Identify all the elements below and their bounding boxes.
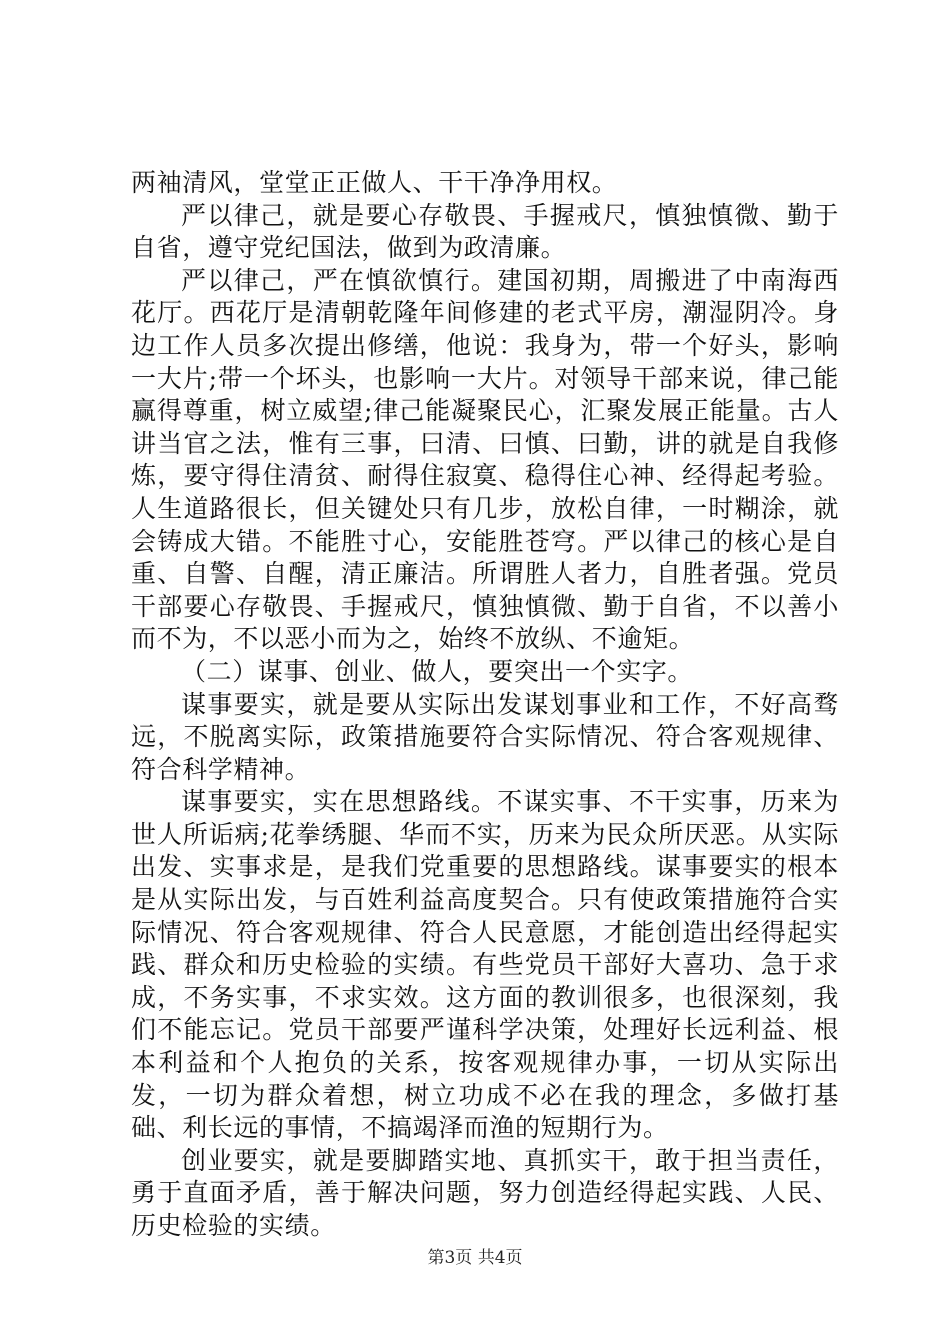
paragraph-planning-definition: 谋事要实，就是要从实际出发谋划事业和工作，不好高骛远，不脱离实际，政策措施要符合实际情况、符合客观规律、符合科学精神。 xyxy=(131,689,839,784)
section-heading-practical: （二）谋事、创业、做人，要突出一个实字。 xyxy=(181,656,694,686)
paragraph-self-discipline-detail: 严以律己，严在慎欲慎行。建国初期，周搬进了中南海西花厅。西花厅是清朝乾隆年间修建的老式平房，潮湿阴冷。身边工作人员多次提出修缮，他说：我身为，带一个好头，影响一大片;带一个坏头，也影响一大片。对领导干部来说，律己能赢得尊重，树立威望;律己能凝聚民心，汇聚发展正能量。古人讲当官之法，惟有三事，曰清、曰慎、曰勤，讲的就是自我修炼，要守得住清贫、耐得住寂寞、稳得住心神、经得起考验。人生道路很长，但关键处只有几步，放松自律，一时糊涂，就会铸成大错。不能胜寸心，安能胜苍穹。严以律己的核心是自重、自警、自醒，清正廉洁。所谓胜人者力，自胜者强。党员干部要心存敬畏、手握戒尺，慎独慎微、勤于自省，不以善小而不为，不以恶小而为之，始终不放纵、不逾矩。 xyxy=(131,265,839,654)
paragraph-self-discipline-definition: 严以律己，就是要心存敬畏、手握戒尺，慎独慎微、勤于自省，遵守党纪国法，做到为政清廉。 xyxy=(131,200,839,263)
paragraph-continued: 两袖清风，堂堂正正做人、干干净净用权。 xyxy=(131,168,618,197)
body-text xyxy=(131,167,839,1243)
page-number-footer: 第3页 共4页 xyxy=(427,1248,523,1268)
paragraph-entrepreneurship-definition: 创业要实，就是要脚踏实地、真抓实干，敢于担当责任，勇于直面矛盾，善于解决问题，努力创造经得起实践、人民、历史检验的实绩。 xyxy=(131,1145,839,1240)
paragraph-planning-detail: 谋事要实，实在思想路线。不谋实事、不干实事，历来为世人所诟病;花拳绣腿、华而不实，历来为民众所厌恶。从实际出发、实事求是，是我们党重要的思想路线。谋事要实的根本是从实际出发，与百姓利益高度契合。只有使政策措施符合实际情况、符合客观规律、符合人民意愿，才能创造出经得起实践、群众和历史检验的实绩。有些党员干部好大喜功、急于求成，不务实事，不求实效。这方面的教训很多，也很深刻，我们不能忘记。党员干部要严谨科学决策，处理好长远利益、根本利益和个人抱负的关系，按客观规律办事，一切从实际出发，一切为群众着想，树立功成不必在我的理念，多做打基础、利长远的事情，不搞竭泽而渔的短期行为。 xyxy=(131,787,839,1143)
